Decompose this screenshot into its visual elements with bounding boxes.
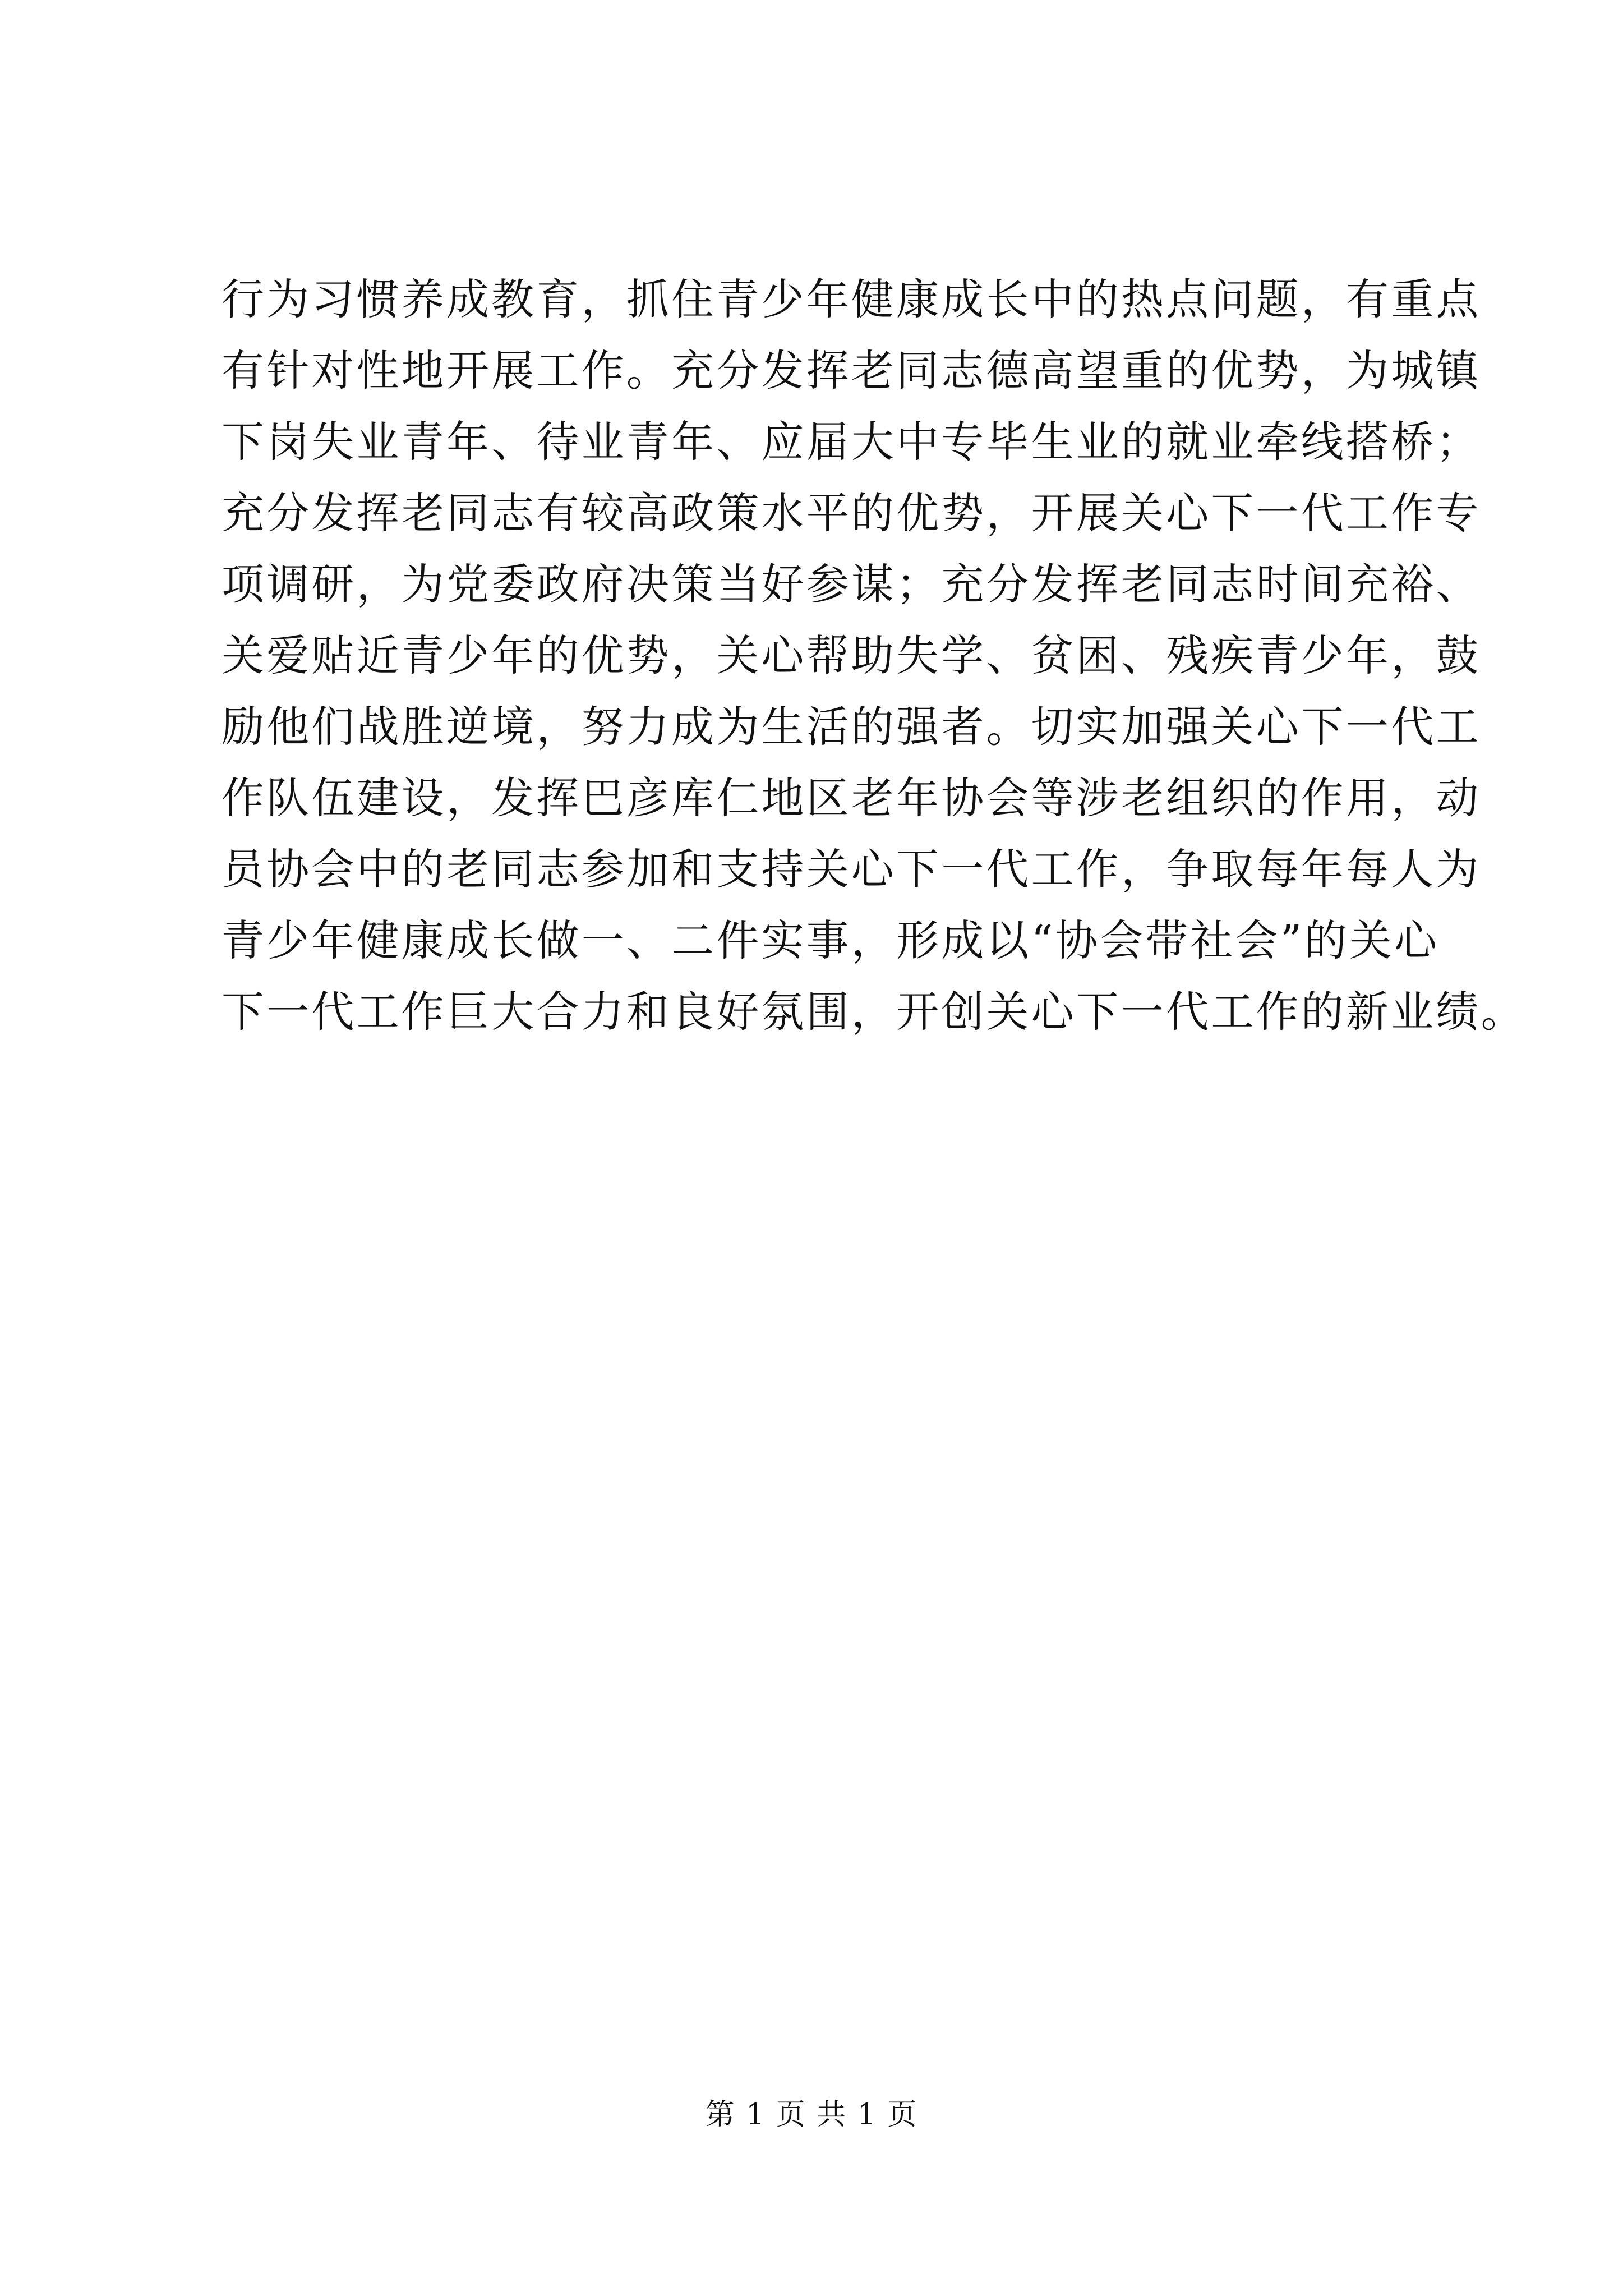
page-number-footer: 第 1 页 共 1 页 [705, 2098, 918, 2132]
paragraph-line: 充分发挥老同志有较高政策水平的优势，开展关心下一代工作专 [222, 488, 1481, 538]
paragraph-line: 下岗失业青年、待业青年、应届大中专毕生业的就业牵线搭桥； [222, 417, 1481, 467]
paragraph-line: 青少年健康成长做一、二件实事，形成以“协会带社会”的关心 [222, 915, 1440, 965]
paragraph-line: 有针对性地开展工作。充分发挥老同志德高望重的优势，为城镇 [222, 346, 1481, 395]
paragraph-line: 作队伍建设，发挥巴彦库仁地区老年协会等涉老组织的作用，动 [222, 773, 1481, 823]
paragraph-line: 下一代工作巨大合力和良好氛围，开创关心下一代工作的新业绩。 [222, 987, 1526, 1037]
paragraph-line: 员协会中的老同志参加和支持关心下一代工作，争取每年每人为 [222, 844, 1481, 894]
paragraph-line: 项调研，为党委政府决策当好参谋；充分发挥老同志时间充裕、 [222, 559, 1481, 609]
paragraph-line: 励他们战胜逆境，努力成为生活的强者。切实加强关心下一代工 [222, 702, 1481, 752]
paragraph-line: 行为习惯养成教育，抓住青少年健康成长中的热点问题，有重点 [222, 274, 1481, 324]
paragraph-line: 关爱贴近青少年的优势，关心帮助失学、贫困、残疾青少年，鼓 [222, 631, 1481, 680]
body-paragraph [222, 264, 1526, 1047]
